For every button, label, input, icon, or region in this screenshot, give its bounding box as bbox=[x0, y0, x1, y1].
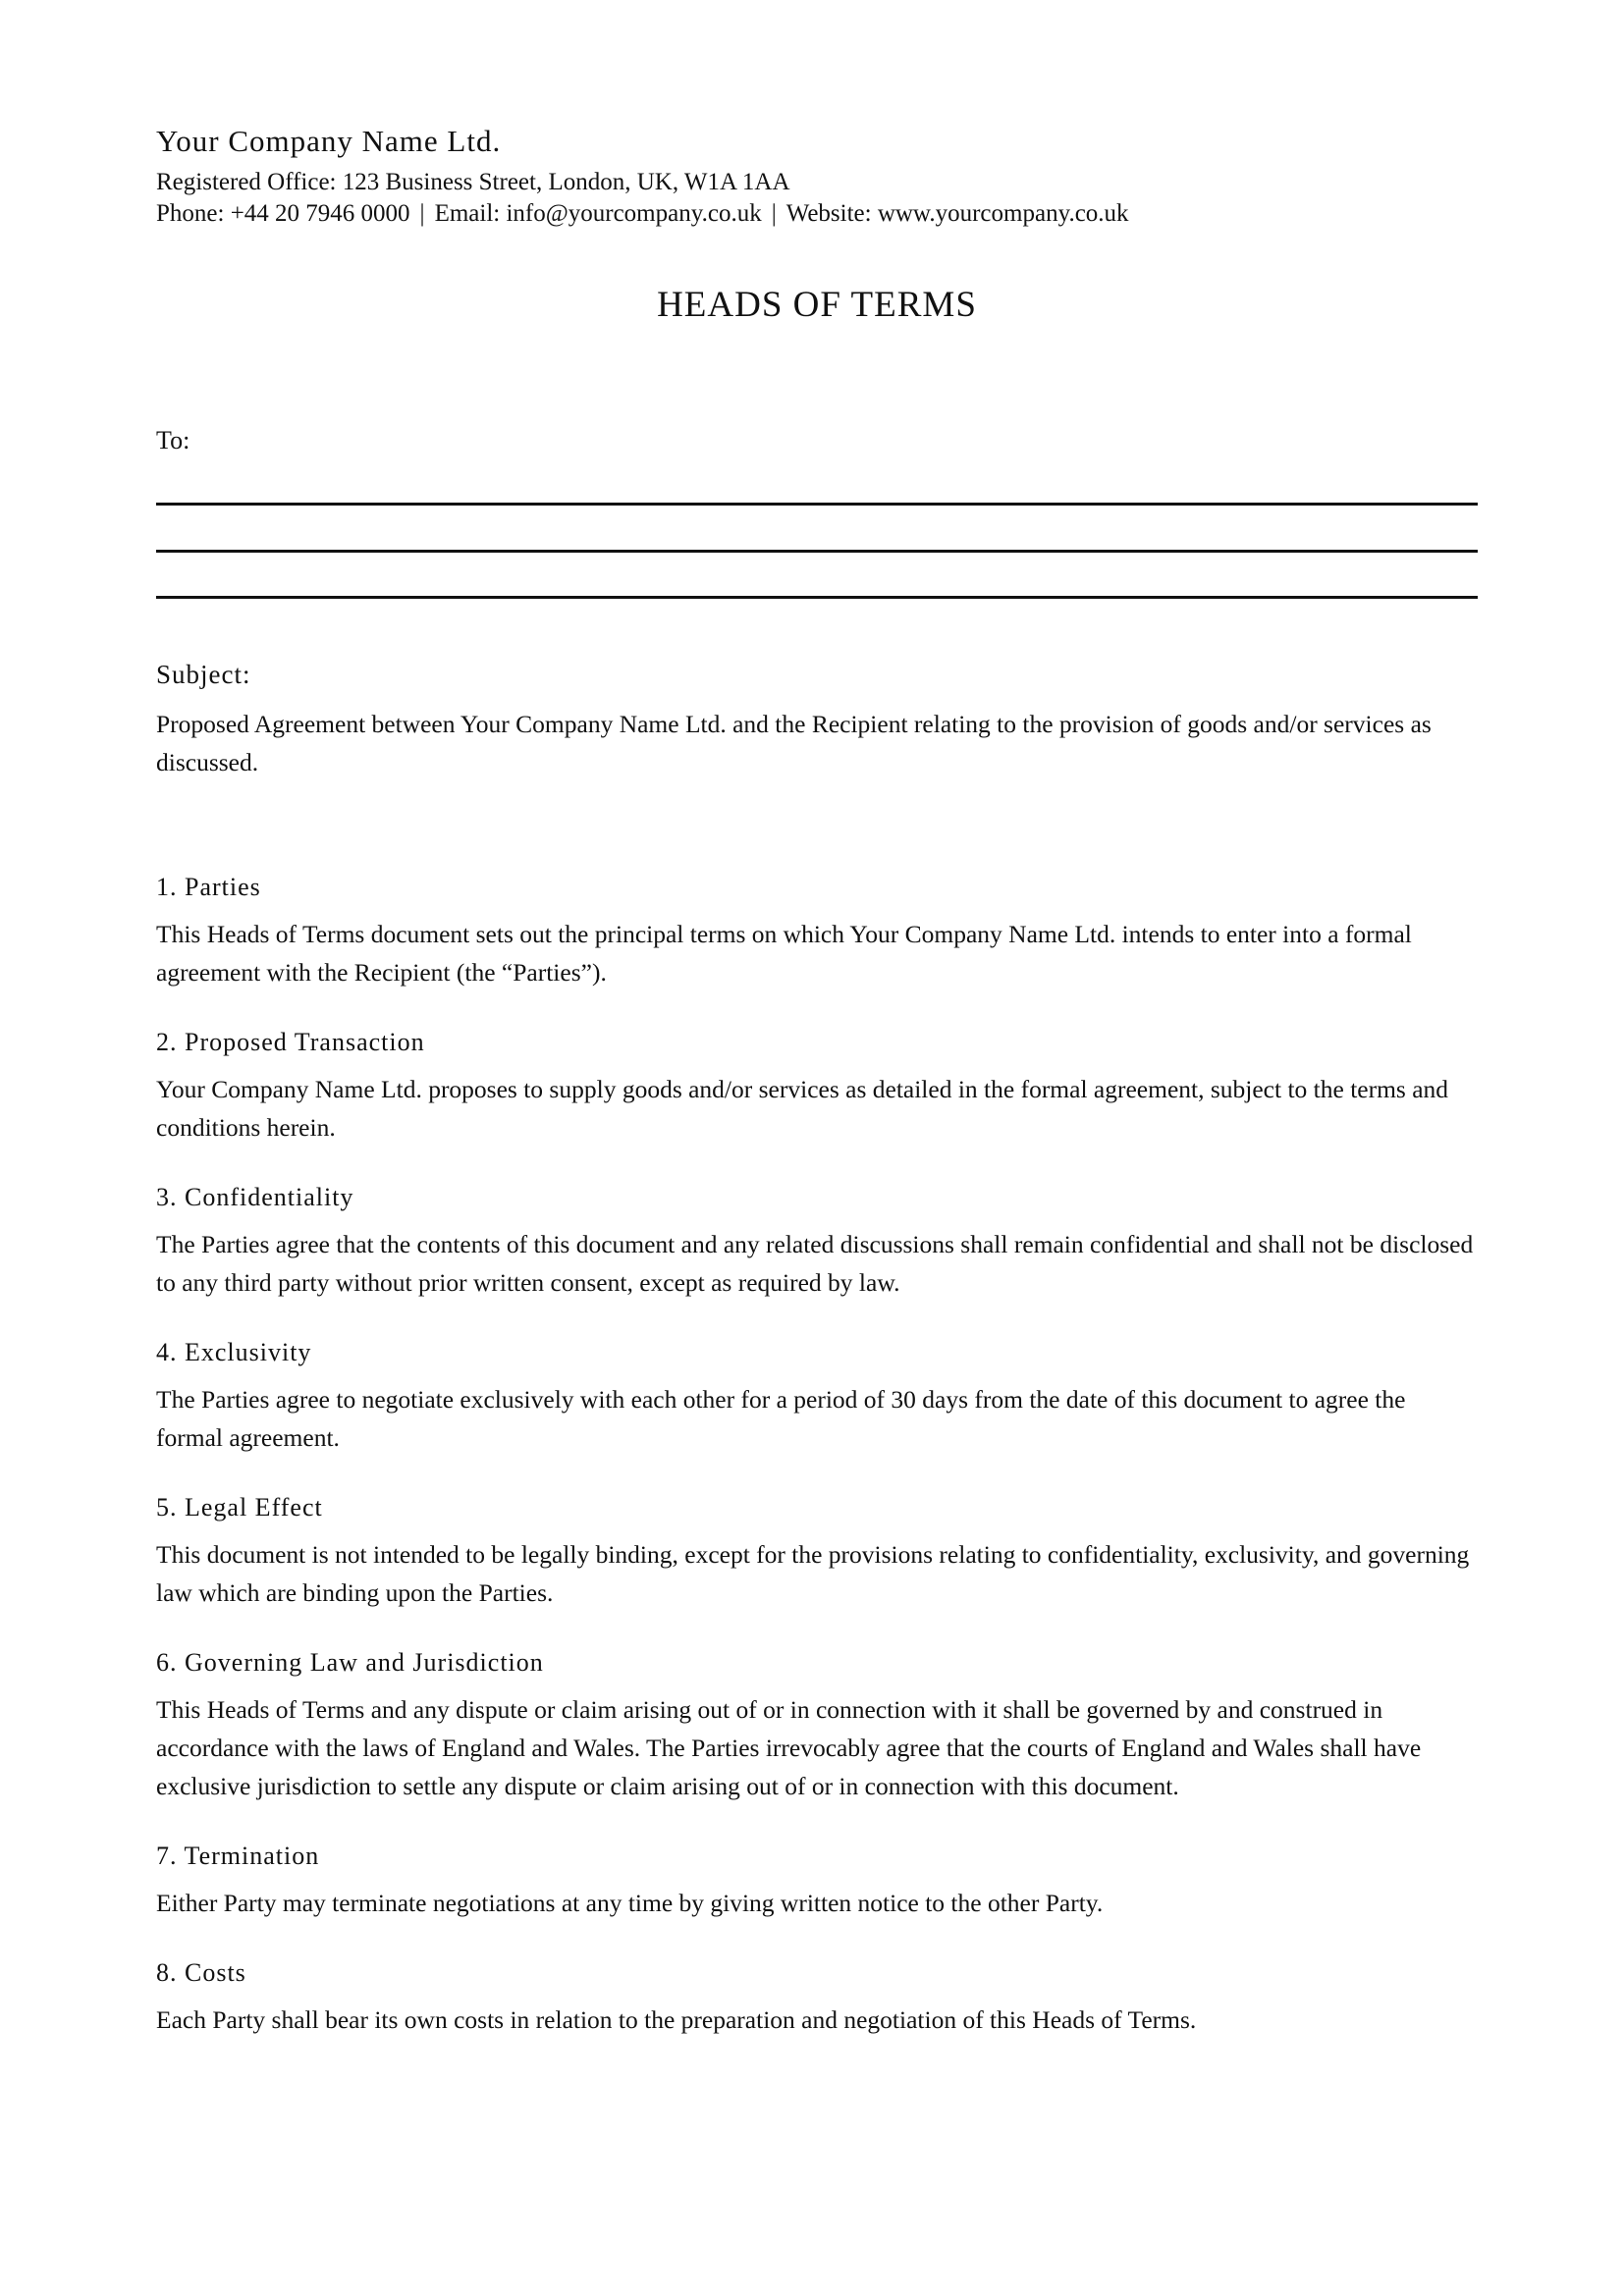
section-heading: 2. Proposed Transaction bbox=[156, 1028, 425, 1056]
phone-text: Phone: +44 20 7946 0000 bbox=[156, 200, 410, 227]
section-body: Your Company Name Ltd. proposes to supply goods and/or services as detailed in the formal agreement, subject to the terms and conditions herein. bbox=[156, 1075, 1449, 1142]
recipient-line-2 bbox=[156, 550, 1478, 553]
section-body: This Heads of Terms and any dispute or claim arising out of or in connection with it shall be governed by and construed in accordance with the laws of England and Wales. The Parties irrevocably agree that the courts of England and Wales shall have exclusive jurisdiction to settle any dispute or claim arising out of or in connection with this document. bbox=[156, 1695, 1422, 1800]
section-parties bbox=[156, 870, 1478, 991]
subject-label: Subject: bbox=[156, 660, 251, 689]
recipient-line-1 bbox=[156, 503, 1478, 506]
section-heading: 4. Exclusivity bbox=[156, 1338, 312, 1366]
to-label: To: bbox=[156, 426, 190, 454]
section-heading: 5. Legal Effect bbox=[156, 1493, 323, 1522]
section-heading: 3. Confidentiality bbox=[156, 1183, 354, 1211]
section-proposed-transaction bbox=[156, 1025, 1478, 1147]
section-body: The Parties agree that the contents of this document and any related discussions shall remain confidential and shall not be disclosed to any third party without prior written consent, except as required by law. bbox=[156, 1230, 1474, 1297]
contact-line bbox=[156, 200, 1129, 228]
contact-separator: | bbox=[771, 200, 777, 227]
section-heading: 8. Costs bbox=[156, 1958, 246, 1987]
recipient-line-3 bbox=[156, 596, 1478, 599]
section-costs bbox=[156, 1955, 1478, 2039]
section-termination bbox=[156, 1839, 1478, 1922]
registered-office: Registered Office: 123 Business Street, London, UK, W1A 1AA bbox=[156, 169, 790, 195]
section-body: Each Party shall bear its own costs in relation to the preparation and negotiation of this Heads of Terms. bbox=[156, 2005, 1197, 2034]
section-confidentiality bbox=[156, 1180, 1478, 1302]
email-text: Email: info@yourcompany.co.uk bbox=[434, 200, 762, 227]
section-body: This Heads of Terms document sets out the principal terms on which Your Company Name Ltd. intends to enter into a formal agreement with the Recipient (the “Parties”). bbox=[156, 920, 1412, 987]
section-heading: 7. Termination bbox=[156, 1842, 320, 1870]
contact-separator: | bbox=[419, 200, 425, 227]
document-title: HEADS OF TERMS bbox=[657, 285, 977, 325]
section-body: Either Party may terminate negotiations at any time by giving written notice to the other Party. bbox=[156, 1889, 1104, 1917]
section-body: The Parties agree to negotiate exclusively with each other for a period of 30 days from the date of this document to agree the formal agreement. bbox=[156, 1385, 1406, 1452]
section-governing-law bbox=[156, 1645, 1478, 1805]
section-legal-effect bbox=[156, 1490, 1478, 1612]
website-text: Website: www.yourcompany.co.uk bbox=[785, 200, 1129, 227]
section-body: This document is not intended to be legally binding, except for the provisions relating to confidentiality, exclusivity, and governing law which are binding upon the Parties. bbox=[156, 1540, 1470, 1607]
company-name: Your Company Name Ltd. bbox=[156, 124, 502, 158]
section-heading: 1. Parties bbox=[156, 873, 261, 901]
section-heading: 6. Governing Law and Jurisdiction bbox=[156, 1648, 544, 1677]
subject-text: Proposed Agreement between Your Company Name Ltd. and the Recipient relating to the provision of goods and/or services as discussed. bbox=[156, 710, 1432, 776]
section-exclusivity bbox=[156, 1335, 1478, 1457]
